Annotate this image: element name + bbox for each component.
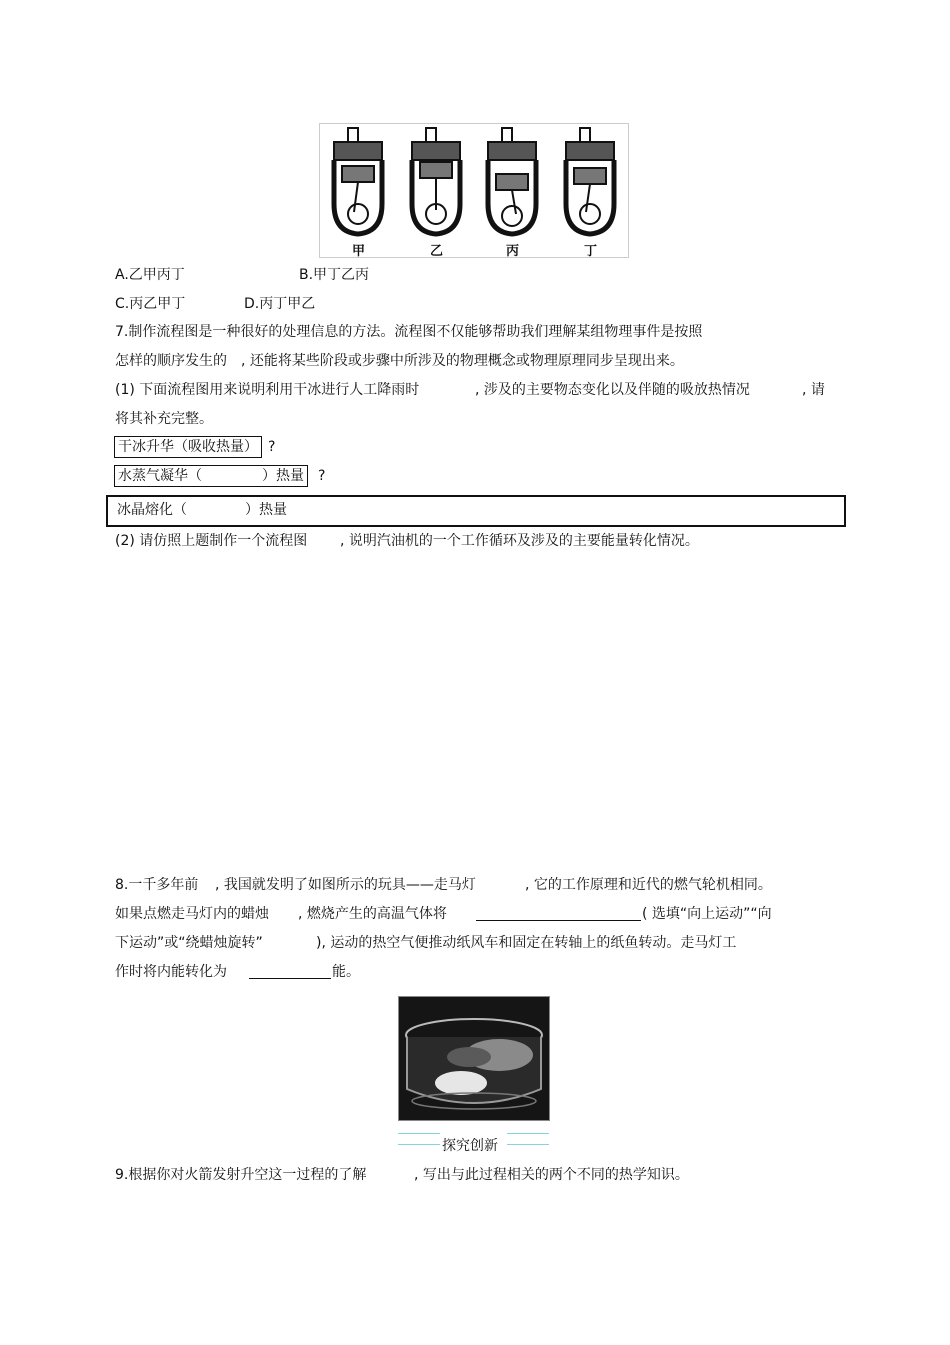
banner-decor-left xyxy=(398,1133,440,1145)
flow-step-3-text-a: 冰晶熔化（ xyxy=(117,502,187,518)
lantern-drawing xyxy=(399,997,549,1120)
q8-line4-a: 作时将内能转化为 xyxy=(115,964,227,980)
engine-strokes-figure xyxy=(319,123,629,258)
q8-line2-a: 如果点燃走马灯内的蜡烛 xyxy=(115,906,269,922)
q7-sub2-part-a: (2) 请仿照上题制作一个流程图 xyxy=(115,533,308,549)
flow-step-2-text-b: ）热量 xyxy=(262,468,304,484)
engine-strokes-drawing xyxy=(320,124,628,257)
option-a[interactable]: A.乙甲丙丁 xyxy=(115,267,185,283)
revolving-lantern-photo xyxy=(398,996,550,1121)
flow-step-2-blank[interactable] xyxy=(202,466,262,480)
q8-line1-a: 8.一千多年前 xyxy=(115,877,199,893)
q8-blank-1[interactable] xyxy=(476,906,641,921)
q8-line4-b: 能。 xyxy=(332,964,360,980)
flow-arrow-1: ? xyxy=(268,439,276,455)
q8-line2-c: ( 选填“向上运动”“向 xyxy=(642,906,772,922)
engine-label-4: 丁 xyxy=(584,244,598,259)
q7-sub1-part-c: , 请 xyxy=(802,382,825,398)
q8-line3-a: 下运动”或“绕蜡烛旋转” xyxy=(115,935,263,951)
q8-line1-c: , 它的工作原理和近代的燃气轮机相同。 xyxy=(525,877,772,893)
q7-line1: 7.制作流程图是一种很好的处理信息的方法。流程图不仅能够帮助我们理解某组物理事件是按照 xyxy=(115,324,703,340)
flow-step-1-text: 干冰升华（吸收热量） xyxy=(118,439,258,455)
section-banner-title: 探究创新 xyxy=(442,1138,498,1154)
q7-sub1-part-b: , 涉及的主要物态变化以及伴随的吸放热情况 xyxy=(475,382,750,398)
q8-line3-b: ), 运动的热空气便推动纸风车和固定在转轴上的纸鱼转动。走马灯工 xyxy=(316,935,737,951)
q7-line2: 怎样的顺序发生的 , 还能将某些阶段或步骤中所涉及的物理概念或物理原理同步呈现出来。 xyxy=(115,353,684,369)
flow-step-1 xyxy=(114,436,262,458)
q8-blank-2[interactable] xyxy=(249,964,331,979)
banner-decor-right xyxy=(507,1133,549,1145)
flow-step-2-text-a: 水蒸气凝华（ xyxy=(118,468,202,484)
q9-text-b: , 写出与此过程相关的两个不同的热学知识。 xyxy=(414,1167,689,1183)
flow-arrow-2: ? xyxy=(318,468,326,484)
q7-sub2-part-b: , 说明汽油机的一个工作循环及涉及的主要能量转化情况。 xyxy=(340,533,699,549)
engine-label-3: 丙 xyxy=(506,244,520,259)
option-c[interactable]: C.丙乙甲丁 xyxy=(115,296,186,312)
q9-text-a: 9.根据你对火箭发射升空这一过程的了解 xyxy=(115,1167,367,1183)
q8-line1-b: , 我国就发明了如图所示的玩具——走马灯 xyxy=(215,877,476,893)
q7-sub1-part-a: (1) 下面流程图用来说明利用干冰进行人工降雨时 xyxy=(115,382,420,398)
flow-step-3-text-b: ）热量 xyxy=(245,502,287,518)
flow-step-3 xyxy=(106,495,846,527)
engine-label-2: 乙 xyxy=(430,244,444,259)
option-d[interactable]: D.丙丁甲乙 xyxy=(244,296,316,312)
q8-line2-b: , 燃烧产生的高温气体将 xyxy=(298,906,447,922)
engine-label-1: 甲 xyxy=(352,244,366,259)
option-b[interactable]: B.甲丁乙丙 xyxy=(299,267,370,283)
q7-sub1-line2: 将其补充完整。 xyxy=(115,411,213,427)
flow-step-2 xyxy=(114,465,308,487)
